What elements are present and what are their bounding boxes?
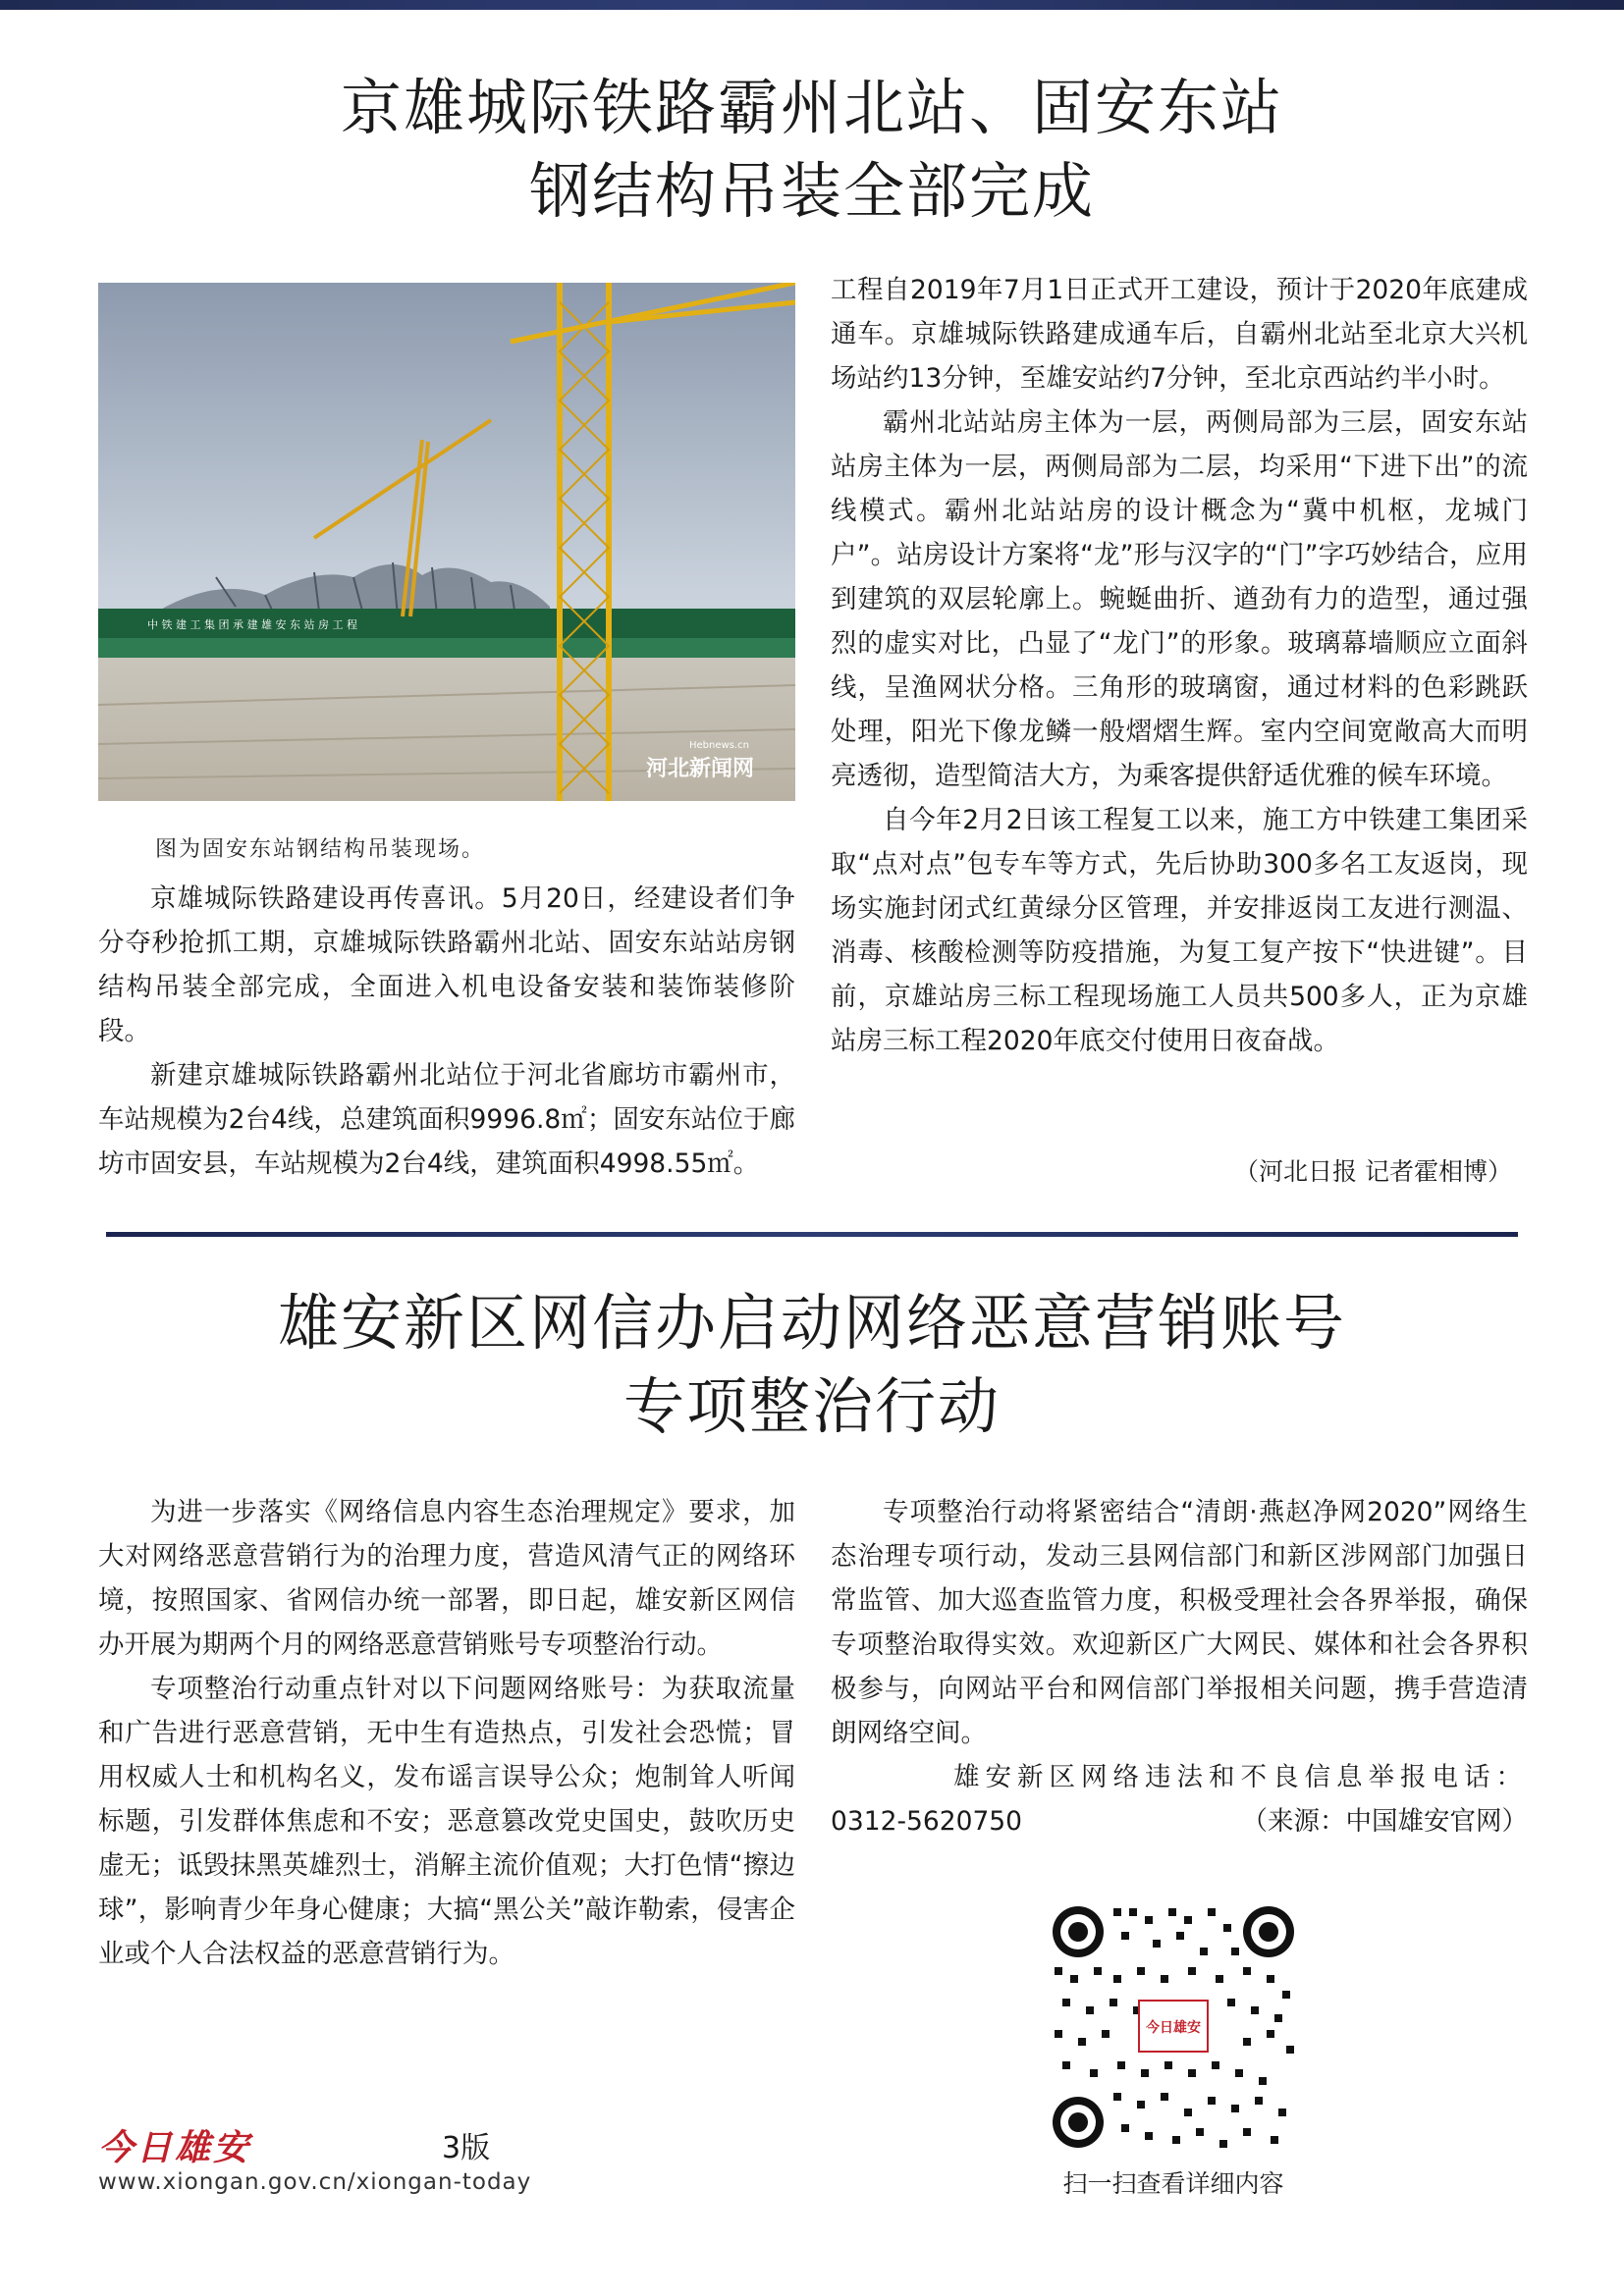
publication-logo: 今日雄安: [98, 2127, 252, 2168]
article1-paragraph: 新建京雄城际铁路霸州北站位于河北省廊坊市霸州市，车站规模为2台4线，总建筑面积9996.8㎡；固安东站位于廊坊市固安县，车站规模为2台4线，建筑面积4998.55㎡。: [98, 1060, 795, 1179]
article1-title-line2: 钢结构吊装全部完成: [528, 155, 1095, 227]
article2-paragraph: 专项整治行动重点针对以下问题网络账号：为获取流量和广告进行恶意营销，无中生有造热点，引发社会恐慌；冒用权威人士和机构名义，发布谣言误导公众；炮制耸人听闻标题，引发群体焦虑和不安；恶意篡改党史国史，鼓吹历史虚无；诋毁抹黑英雄烈士，消解主流价值观；大打色情“擦边球”，影响青少年身心健康；大搞“黑公关”敲诈勒索，侵害企业或个人合法权益的恶意营销行为。: [98, 1674, 795, 1969]
article1-photo: [98, 283, 795, 801]
photo-banner-text: 中 铁 建 工 集 团 承 建 雄 安 东 站 房 工 程: [147, 618, 357, 631]
article1-paragraph: 工程自2019年7月1日正式开工建设，预计于2020年底建成通车。京雄城际铁路建成通车后，自霸州北站至北京大兴机场站约13分钟，至雄安站约7分钟，至北京西站约半小时。: [831, 275, 1528, 394]
hotline-number: 0312-5620750: [831, 1806, 1023, 1837]
article2-left-column: [98, 1490, 795, 1976]
photo-watermark: 河北新闻网: [646, 757, 755, 781]
qr-center-logo: 今日雄安: [1146, 2020, 1201, 2036]
article2-title-line1: 雄安新区网信办启动网络恶意营销账号: [277, 1287, 1346, 1359]
article1-paragraph: 自今年2月2日该工程复工以来，施工方中铁建工集团采取“点对点”包专车等方式，先后协助300多名工友返岗，现场实施封闭式红黄绿分区管理，并安排返岗工友进行测温、消毒、核酸检测等防疫措施，为复工复产按下“快进键”。目前，京雄站房三标工程现场施工人员共500多人，正为京雄站房三标工程2020年底交付使用日夜奋战。: [831, 805, 1528, 1056]
article2-paragraph: 为进一步落实《网络信息内容生态治理规定》要求，加大对网络恶意营销行为的治理力度，营造风清气正的网络环境，按照国家、省网信办统一部署，即日起，雄安新区网信办开展为期两个月的网络恶意营销账号专项整治行动。: [98, 1497, 795, 1660]
article1-right-column: [831, 268, 1528, 1063]
article1-title-line1: 京雄城际铁路霸州北站、固安东站: [340, 72, 1283, 143]
article1-paragraph: 霸州北站站房主体为一层，两侧局部为三层，固安东站站房主体为一层，两侧局部为二层，均采用“下进下出”的流线模式。霸州北站站房的设计概念为“冀中机枢，龙城门户”。站房设计方案将“龙”形与汉字的“门”字巧妙结合，应用到建筑的双层轮廓上。蜿蜒曲折、遒劲有力的造型，通过强烈的虚实对比，凸显了“龙门”的形象。玻璃幕墙顺应立面斜线，呈渔网状分格。三角形的玻璃窗，通过材料的色彩跳跃处理，阳光下像龙鳞一般熠熠生辉。室内空间宽敞高大而明亮透彻，造型简洁大方，为乘客提供舒适优雅的候车环境。: [831, 407, 1528, 791]
article1-left-column: [98, 877, 795, 1186]
article2-right-column: [831, 1490, 1528, 1755]
qr-label: 扫一扫查看详细内容: [1062, 2169, 1284, 2198]
qr-code[interactable]: [1051, 1904, 1296, 2150]
article1-source: （河北日报 记者霍相博）: [1234, 1157, 1512, 1186]
top-accent-bar: [0, 0, 1624, 10]
hotline-label: 雄安新区网络违法和不良信息举报电话：: [953, 1762, 1528, 1792]
report-hotline: [831, 1755, 1528, 1837]
article2-title-line2: 专项整治行动: [623, 1370, 1001, 1442]
website-url[interactable]: www.xiongan.gov.cn/xiongan-today: [98, 2169, 532, 2195]
article1-paragraph: 京雄城际铁路建设再传喜讯。5月20日，经建设者们争分夺秒抢抓工期，京雄城际铁路霸州北站、固安东站站房钢结构吊装全部完成，全面进入机电设备安装和装饰装修阶段。: [98, 883, 795, 1046]
article2-source: （来源：中国雄安官网）: [1241, 1806, 1528, 1837]
photo-watermark-small: Hebnews.cn: [689, 740, 749, 751]
photo-caption: 图为固安东站钢结构吊装现场。: [155, 837, 486, 862]
edition-number: 3版: [442, 2131, 491, 2165]
section-divider: [106, 1232, 1518, 1237]
article2-paragraph: 专项整治行动将紧密结合“清朗·燕赵净网2020”网络生态治理专项行动，发动三县网信部门和新区涉网部门加强日常监管、加大巡查监管力度，积极受理社会各界举报，确保专项整治取得实效。欢迎新区广大网民、媒体和社会各界积极参与，向网站平台和网信部门举报相关问题，携手营造清朗网络空间。: [831, 1497, 1528, 1748]
